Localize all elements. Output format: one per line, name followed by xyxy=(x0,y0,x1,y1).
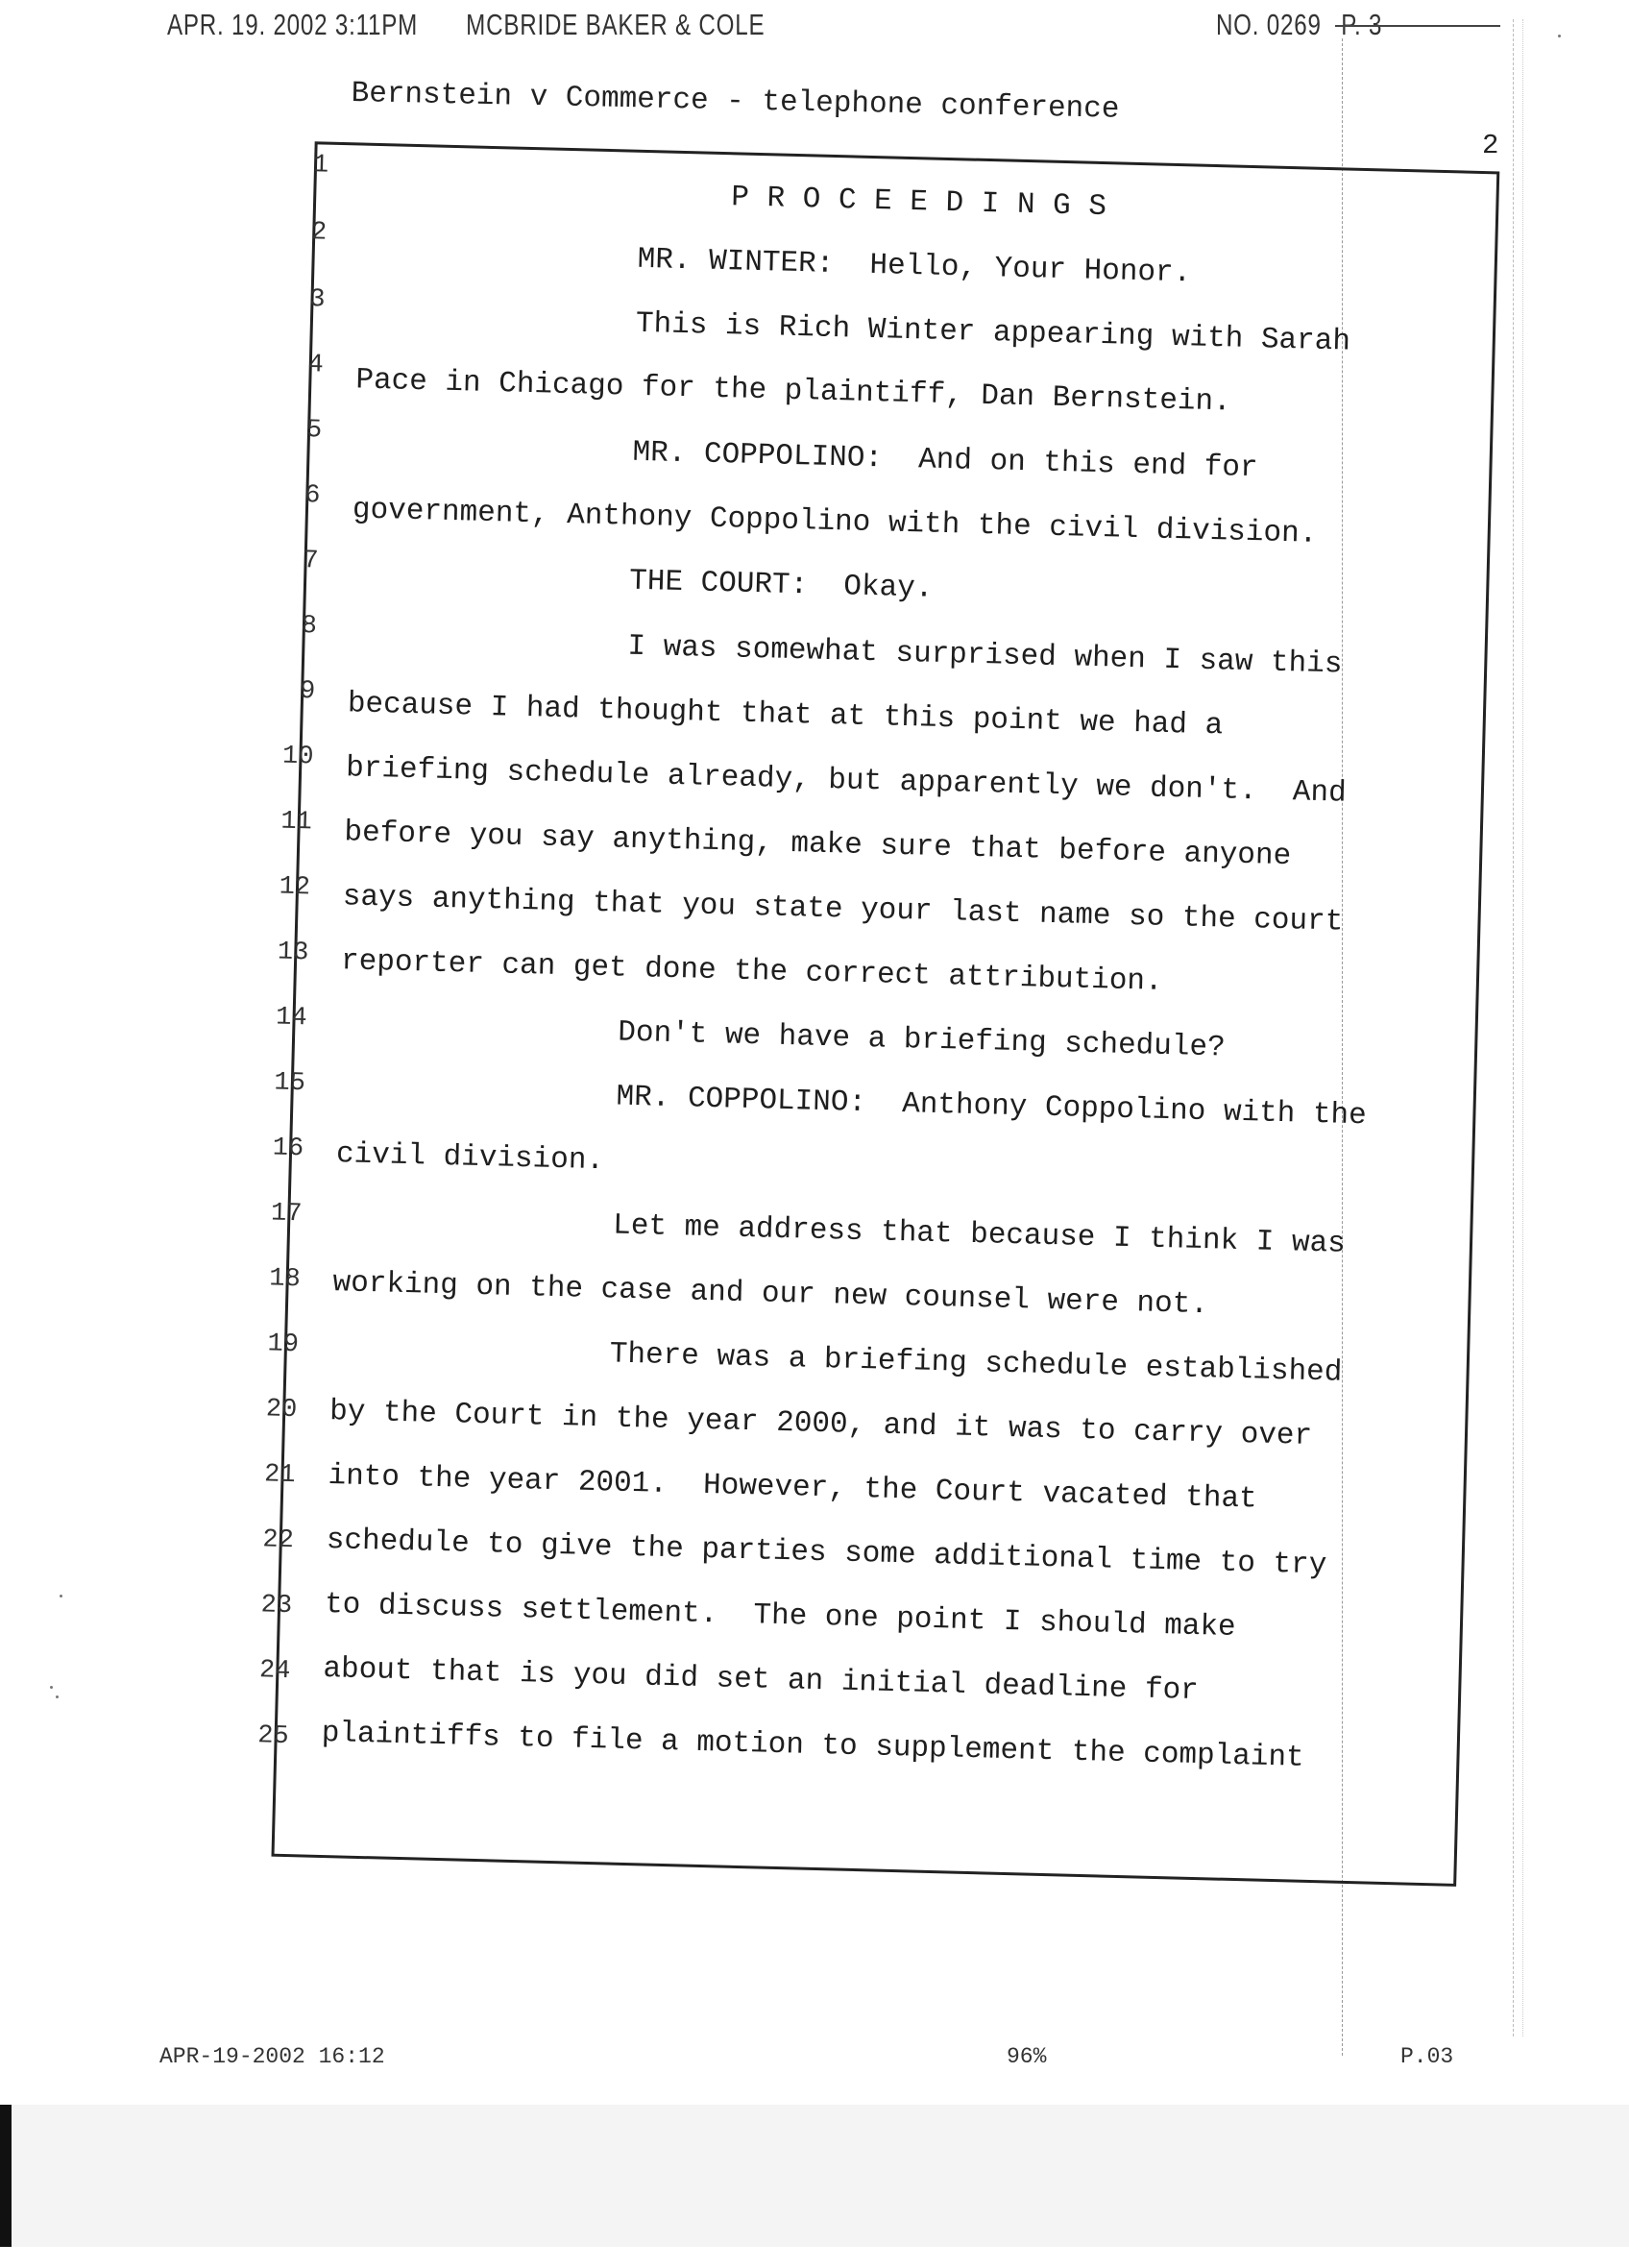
line-number: 23 xyxy=(260,1591,293,1622)
transcript-line: before you say anything, make sure that before anyone xyxy=(344,816,1292,874)
fax-header-datetime: APR. 19. 2002 3:11PM xyxy=(166,8,419,41)
line-number: 9 xyxy=(299,677,316,707)
line-number: 16 xyxy=(272,1134,304,1164)
case-caption: Bernstein v Commerce - telephone conference xyxy=(351,77,1120,127)
transcript-line: reporter can get done the correct attribution. xyxy=(340,944,1164,999)
scan-speck xyxy=(60,1595,62,1597)
scan-speck xyxy=(56,1695,59,1698)
line-number: 20 xyxy=(265,1395,298,1426)
fax-footer-datetime: APR-19-2002 16:12 xyxy=(159,2044,385,2069)
line-number: 13 xyxy=(277,938,309,968)
line-number: 2 xyxy=(310,218,328,248)
transcript-line: This is Rich Winter appearing with Sarah xyxy=(635,306,1351,359)
transcript-line: about that is you did set an initial deadline for xyxy=(323,1651,1200,1709)
transcript-line: Don't we have a briefing schedule? xyxy=(617,1015,1227,1065)
scan-bottom-band xyxy=(0,2105,1629,2247)
fax-header-firm: MCBRIDE BAKER & COLE xyxy=(466,8,766,41)
line-number: 21 xyxy=(263,1460,296,1491)
transcript-line: government, Anthony Coppolino with the civil division. xyxy=(352,493,1318,551)
transcript-line: MR. WINTER: Hello, Your Honor. xyxy=(637,242,1192,291)
transcript-line: Pace in Chicago for the plaintiff, Dan Bernstein. xyxy=(354,363,1232,420)
scan-speck xyxy=(50,1686,53,1689)
transcript-line: working on the case and our new counsel were not. xyxy=(332,1266,1209,1323)
line-number: 11 xyxy=(280,807,313,838)
fax-footer-page: P.03 xyxy=(1400,2044,1454,2069)
scan-bottom-edge xyxy=(0,2105,12,2247)
line-number: 17 xyxy=(270,1199,303,1230)
line-number: 5 xyxy=(305,416,323,446)
transcript-line: schedule to give the parties some additional time to try xyxy=(326,1524,1327,1583)
line-number: 14 xyxy=(275,1003,307,1034)
transcript-line: Let me address that because I think I was xyxy=(612,1208,1347,1261)
transcript-line: MR. COPPOLINO: Anthony Coppolino with the xyxy=(616,1080,1368,1134)
fax-header-page: P. 3 xyxy=(1341,8,1383,41)
fax-footer xyxy=(0,2044,1629,2083)
line-number: 3 xyxy=(308,285,326,315)
line-number: 4 xyxy=(307,351,325,380)
page-number: 2 xyxy=(1482,130,1499,161)
transcript-line: THE COURT: Okay. xyxy=(628,564,934,606)
transcript-line: because I had thought that at this point we had a xyxy=(347,687,1224,744)
line-number: 1 xyxy=(312,151,329,181)
transcript-line: to discuss settlement. The one point I should make xyxy=(324,1588,1237,1646)
transcript-line: civil division. xyxy=(335,1137,605,1179)
line-number: 8 xyxy=(301,612,318,642)
transcript-line: briefing schedule already, but apparently we don't. And xyxy=(345,751,1348,811)
line-number: 15 xyxy=(274,1068,306,1099)
transcript-line: I was somewhat surprised when I saw this xyxy=(627,629,1343,682)
transcript-line: into the year 2001. However, the Court vacated that xyxy=(328,1459,1258,1517)
transcript-line: says anything that you state your last name so the court xyxy=(342,880,1344,939)
line-number: 7 xyxy=(303,547,320,576)
line-number: 10 xyxy=(281,742,314,772)
transcript-line: There was a briefing schedule established xyxy=(609,1337,1343,1390)
line-number: 25 xyxy=(256,1721,290,1752)
transcript-line: MR. COPPOLINO: And on this end for xyxy=(632,435,1258,486)
line-number: 12 xyxy=(279,872,311,903)
line-number: 18 xyxy=(268,1264,302,1295)
fax-header-number: NO. 0269 xyxy=(1215,8,1322,41)
fax-footer-percent: 96% xyxy=(1007,2044,1047,2069)
transcript-line: by the Court in the year 2000, and it was to carry over xyxy=(328,1395,1313,1453)
scan-speck xyxy=(1558,35,1561,37)
transcript-line: plaintiffs to file a motion to supplement the complaint xyxy=(321,1716,1305,1775)
line-number: 6 xyxy=(304,481,321,511)
line-number: 24 xyxy=(258,1656,291,1687)
transcript-line: P R O C E E D I N G S xyxy=(730,181,1107,225)
line-number: 22 xyxy=(262,1525,295,1556)
line-number: 19 xyxy=(267,1329,300,1360)
